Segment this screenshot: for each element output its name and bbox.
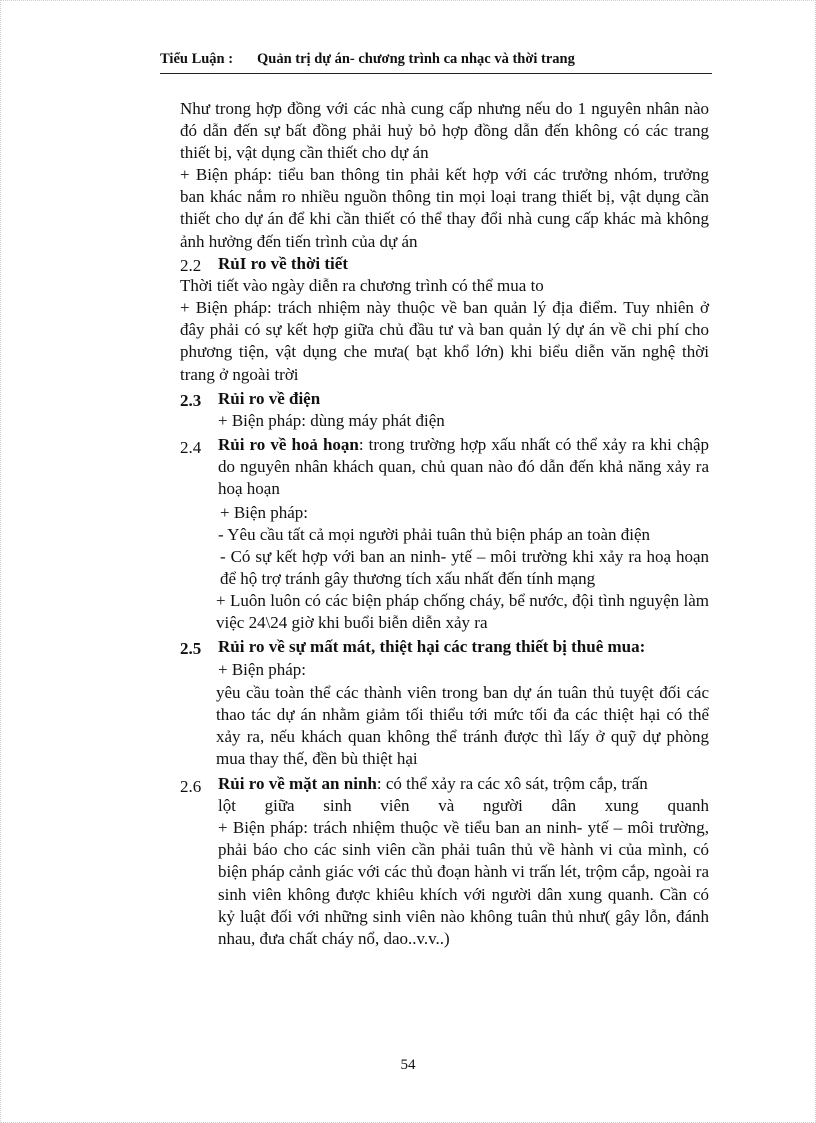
section-title: Rủi ro về mặt an ninh bbox=[218, 774, 377, 794]
section-number: 2.2 bbox=[180, 255, 202, 275]
section-2-3-heading bbox=[180, 388, 709, 411]
section-2-5-heading bbox=[180, 636, 709, 659]
section-2-4-measure: + Biện pháp: bbox=[220, 502, 308, 522]
section-number: 2.4 bbox=[180, 438, 202, 458]
section-2-4-item-1: - Yêu cầu tất cả mọi người phải tuân thủ biện pháp an toàn điện bbox=[218, 524, 651, 544]
section-number: 2.5 bbox=[180, 639, 202, 659]
section-text: : có thể xảy ra các xô sát, trộm cắp, trấn bbox=[376, 774, 648, 794]
section-text: : trong trường hợp xấu nhất có thể xảy ra khi chập do nguyên nhân khách quan, chủ quan nào đó dẫn đến khả năng xảy ra hoạ hoạn bbox=[218, 435, 709, 499]
section-title: RủI ro về thời tiết bbox=[218, 253, 348, 273]
section-2-2-measure: + Biện pháp: trách nhiệm này thuộc về ban quản lý địa điểm. Tuy nhiên ở đây phải có sự kết hợp giữa chủ đầu tư và ban quản lý dự án về chi phí cho phương tiện, vật dụng che mưa( bạt khổ lớn) khi biểu diễn văn nghệ thời trang ở ngoài trời bbox=[180, 298, 709, 384]
section-2-2-heading bbox=[180, 253, 709, 276]
section-title: Rủi ro về điện bbox=[218, 388, 321, 408]
section-2-6-measure: + Biện pháp: trách nhiệm thuộc về tiểu ban an ninh- ytế – môi trường, phải báo cho các sinh viên cần phải tuân thủ về hành vi của mình, có biện pháp cảnh giác với các thủ đoạn hành vi trấn lét, trộm cắp, ngoài ra sinh viên không được khiêu khích với người dân xung quanh. Cần có kỷ luật đối với những sinh viên nào không tuân thủ như( gây lỗn, đánh nhau, đưa chất cháy nổ, dao..v.v..) bbox=[218, 818, 709, 948]
section-2-3-measure: + Biện pháp: dùng máy phát điện bbox=[218, 411, 445, 431]
header-title: Quản trị dự án- chương trình ca nhạc và thời trang bbox=[257, 51, 575, 67]
intro-measure: + Biện pháp: tiểu ban thông tin phải kết hợp với các trưởng nhóm, trưởng ban khác nắm ro nhiều nguồn thông tin mọi loại trang thiết bị, vật dụng cần thiết cho dự án để khi cần thiết có thể thay đổi nhà cung cấp khác mà không ảnh hưởng đến tiến trình của dự án bbox=[180, 165, 709, 251]
section-2-6-line-2: lột giữa sinh viên và người dân xung quanh bbox=[218, 796, 709, 816]
header-label: Tiểu Luận : bbox=[160, 51, 234, 67]
section-number: 2.3 bbox=[180, 390, 202, 410]
header-rule bbox=[160, 73, 712, 74]
section-2-4-item-3: + Luôn luôn có các biện pháp chống cháy, bể nước, đội tình nguyện làm việc 24\24 giờ khi buổi biễn diễn xảy ra bbox=[216, 590, 709, 632]
running-header bbox=[160, 51, 712, 75]
section-2-5-measure: + Biện pháp: bbox=[218, 659, 306, 679]
section-2-6-heading bbox=[180, 773, 709, 797]
section-2-4-item-2: - Có sự kết hợp với ban an ninh- ytế – môi trường khi xảy ra hoạ hoạn để hộ trợ tránh gây thương tích xấu nhất đến tính mạng bbox=[220, 546, 709, 588]
section-2-5-text: yêu cầu toàn thể các thành viên trong ban dự án tuân thủ tuyệt đối các thao tác dự án nhằm giảm tối thiểu tới mức tối đa các thiệt hại có thể xảy ra, nếu khách quan không thể tránh được thì lấy ở quỹ dự phòng mua thay thế, đền bù thiệt hại bbox=[216, 682, 709, 768]
section-title: Rủi ro về sự mất mát, thiệt hại các trang thiết bị thuê mua: bbox=[218, 637, 646, 657]
section-2-4-paragraph bbox=[180, 434, 709, 500]
section-number: 2.6 bbox=[180, 777, 202, 797]
document-body bbox=[180, 98, 709, 950]
intro-paragraph: Như trong hợp đồng với các nhà cung cấp nhưng nếu do 1 nguyên nhân nào đó dẫn đến sự bất đồng phải huỷ bỏ hợp đồng dẫn đến không có các trang thiết bị, vật dụng cần thiết cho dự án bbox=[180, 99, 709, 163]
section-title: Rủi ro về hoả hoạn bbox=[218, 435, 359, 455]
page-number: 54 bbox=[400, 1057, 416, 1073]
section-2-2-text: Thời tiết vào ngày diễn ra chương trình có thể mua to bbox=[180, 276, 544, 296]
